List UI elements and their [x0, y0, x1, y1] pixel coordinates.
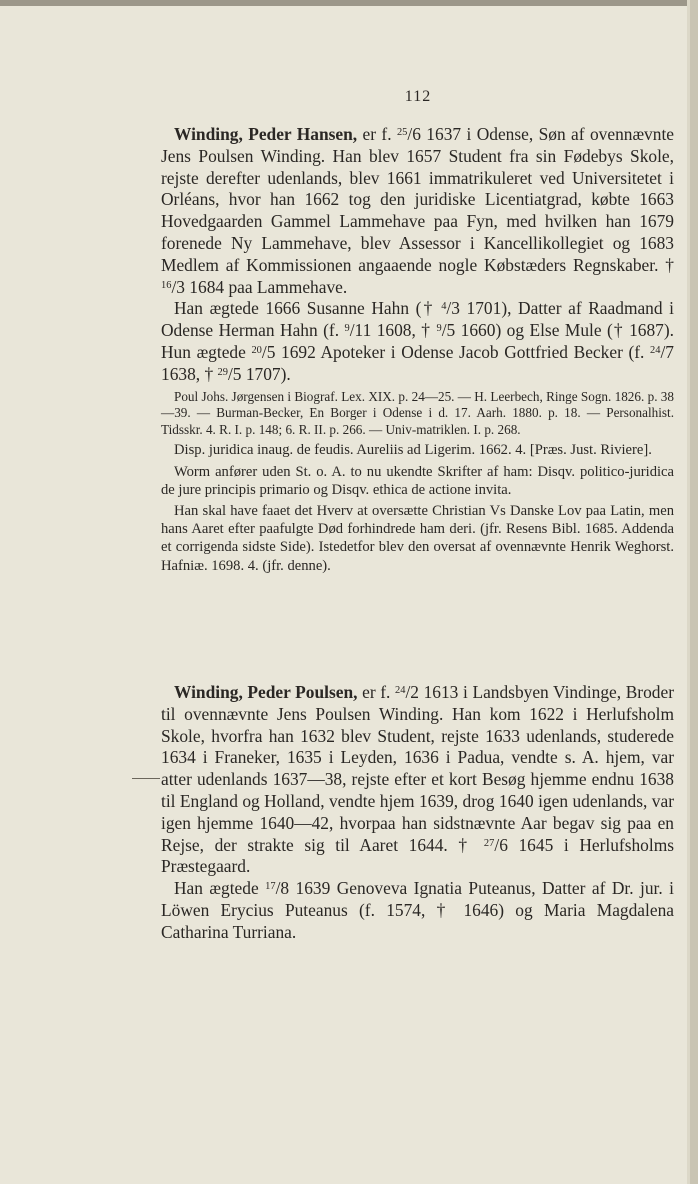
- page-number: 112: [404, 88, 432, 105]
- page-top-edge: [0, 0, 698, 6]
- entry-paragraph: Winding, Peder Hansen, er f. $^{25}$/6 1637 i Odense, Søn af ovennævnte Jens Poulsen Winding. Han blev 1657 Student fra sin Fødebys Skole, rejste derefter udenlands, blev 1661 immatrikuleret ved Universitetet i Orléans, hvor han 1662 tog den juridiske Licentiatgrad, købte 1663 Hovedgaarden Gammel Lammehave paa Fyn, med hvilken han 1679 forenede Ny Lammehave, blev Assessor i Kancellikollegiet og 1683 Medlem af Kommissionen angaaende nogle Købstæders Regnskaber. † $^{16}$/3 1684 paa Lammehave.: [161, 124, 674, 297]
- entry-heading: Winding, Peder Hansen,: [174, 124, 358, 144]
- worm-note: Worm anfører uden St. o. A. to nu ukendte Skrifter af ham: Disqv. politico-juridica de jure principis primario og Disqv. ethica de actione invita.: [161, 463, 674, 498]
- translation-note: Han skal have faaet det Hverv at oversætte Christian Vs Danske Lov paa Latin, men hans Aaret efter paafulgte Død forhindrede ham deri. (jfr. Resens Bibl. 1685. Addenda et corrigenda sidste Side). Istedetfor blev den oversat af ovennævnte Henrik Weghorst. Hafniæ. 1698. 4. (jfr. denne).: [161, 502, 674, 574]
- page-right-edge: [690, 0, 698, 1184]
- margin-pencil-mark: [132, 778, 160, 779]
- entry-peder-poulsen: [161, 682, 674, 944]
- marriage-paragraph: Han ægtede 1666 Susanne Hahn († $^4$/3 1701), Datter af Raadmand i Odense Herman Hahn (f. $^9$/11 1608, † $^9$/5 1660) og Else Mule († 1687). Hun ægtede $^{20}$/5 1692 Apoteker i Odense Jacob Gottfried Becker (f. $^{24}$/7 1638, † $^{29}$/5 1707).: [161, 298, 675, 384]
- marriage-paragraph: Han ægtede $^{17}$/8 1639 Genoveva Ignatia Puteanus, Datter af Dr. jur. i Löwen Erycius Puteanus (f. 1574, † 1646) og Maria Magdalena Catharina Turriana.: [161, 878, 674, 942]
- references-note: Poul Johs. Jørgensen i Biograf. Lex. XIX. p. 24—25. — H. Leerbech, Ringe Sogn. 1826. p. 38—39. — Burman-Becker, En Borger i Odense i d. 17. Aarh. 1880. p. 18. — Personalhist. Tidsskr. 4. R. I. p. 148; 6. R. II. p. 266. — Univ-matriklen. I. p. 268.: [161, 388, 674, 437]
- entry-paragraph: Winding, Peder Poulsen, er f. $^{24}$/2 1613 i Landsbyen Vindinge, Broder til ovennævnte Jens Poulsen Winding. Han kom 1622 i Herlufsholm Skole, hvorfra han 1632 blev Student, rejste 1633 udenlands, studerede 1634 i Franeker, 1635 i Leyden, 1636 i Padua, vendte s. A. hjem, var atter udenlands 1637—38, rejste efter et kort Besøg hjemme endnu 1638 til England og Holland, vendte hjem 1639, drog 1640 igen udenlands, var igen hjemme 1640—42, hvorpaa han sidstnævnte Aar begav sig paa en Rejse, der strakte sig til Aaret 1644. † $^{27}$/6 1645 i Herlufsholms Præstegaard.: [161, 682, 674, 877]
- entry-peder-hansen: [161, 124, 674, 575]
- entry-heading: Winding, Peder Poulsen,: [174, 682, 358, 702]
- disputation-note: Disp. juridica inaug. de feudis. Aureliis ad Ligerim. 1662. 4. [Præs. Just. Riviere].: [174, 442, 652, 459]
